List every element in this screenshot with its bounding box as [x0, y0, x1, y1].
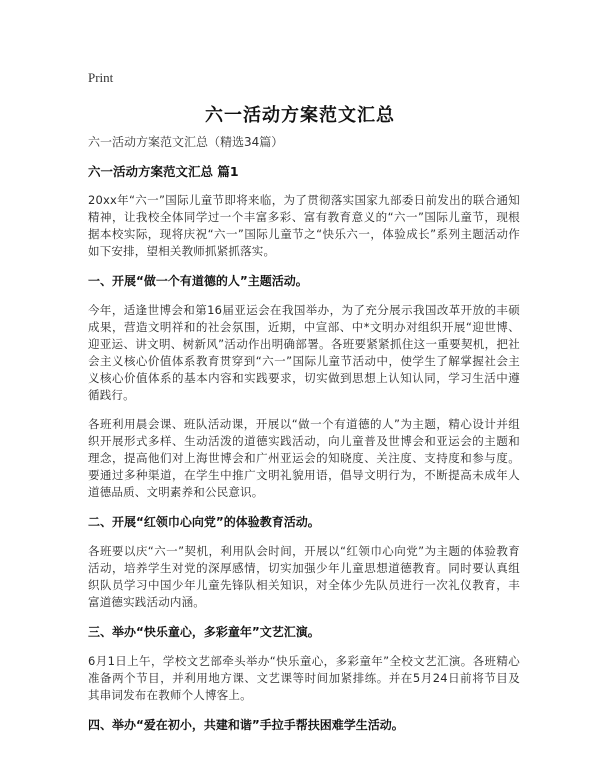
intro-paragraph: 20xx年“六一”国际儿童节即将来临，为了贯彻落实国家九部委日前发出的联合通知精神，让我校全体同学过一个丰富多彩、富有教育意义的“六一”国际儿童节，现根据本校实际，现将庆祝“六一”国际儿童节之“快乐六一，体验成长”系列主题活动作如下安排，望相关教师抓紧抓落实。 [88, 193, 520, 258]
document-body [88, 133, 520, 746]
heading-4: 四、举办“爱在初小，共建和谐”手拉手帮扶困难学生活动。 [88, 718, 404, 732]
heading-3: 三、举办“快乐童心，多彩童年”文艺汇演。 [88, 625, 320, 639]
heading-1: 一、开展“做一个有道德的人”主题活动。 [88, 274, 308, 288]
paragraph-2: 各班要以庆“六一”契机，利用队会时间，开展以“红领巾心向党”为主题的体验教育活动，培养学生对党的深厚感情，切实加强少年儿童思想道德教育。同时要认真组织队员学习中国少年儿童先锋队相关知识，对全体少先队员进行一次礼仪教育，丰富道德实践活动内涵。 [88, 544, 520, 609]
paragraph-1a: 今年，适逢世博会和第16届亚运会在我国举办，为了充分展示我国改革开放的丰硕成果，营造文明祥和的社会氛围，近期，中宣部、中*文明办对组织开展“迎世博、迎亚运、讲文明、树新风”活动作出明确部署。各班要紧紧抓住这一重要契机，把社会主义核心价值体系教育贯穿到“六一”国际儿童节活动中，使学生了解掌握社会主义核心价值体系的基本内容和实践要求，切实做到思想上认知认同，学习生活中遵循践行。 [88, 303, 520, 402]
paragraph-1b: 各班利用晨会课、班队活动课，开展以“做一个有道德的人”为主题，精心设计并组织开展形式多样、生动活泼的道德实践活动，向儿童普及世博会和亚运会的主题和理念，提高他们对上海世博会和广州亚运会的知晓度、关注度、支持度和参与度。要通过多种渠道，在学生中推广文明礼貌用语，倡导文明行为，不断提高未成年人道德品质、文明素养和公民意识。 [88, 417, 520, 499]
heading-2: 二、开展“红领巾心向党”的体验教育活动。 [88, 515, 320, 529]
document-subtitle: 六一活动方案范文汇总（精选34篇） [88, 135, 284, 149]
section-title: 六一活动方案范文汇总 篇1 [88, 164, 239, 179]
print-link[interactable]: Print [88, 70, 114, 85]
paragraph-3: 6月1日上午，学校文艺部牵头举办“快乐童心，多彩童年”全校文艺汇演。各班精心准备两个节目，并利用地方课、文艺课等时间加紧排练。并在5月24日前将节目及其串词发布在教师个人博客上。 [88, 654, 520, 702]
document-title: 六一活动方案范文汇总 [205, 105, 395, 126]
